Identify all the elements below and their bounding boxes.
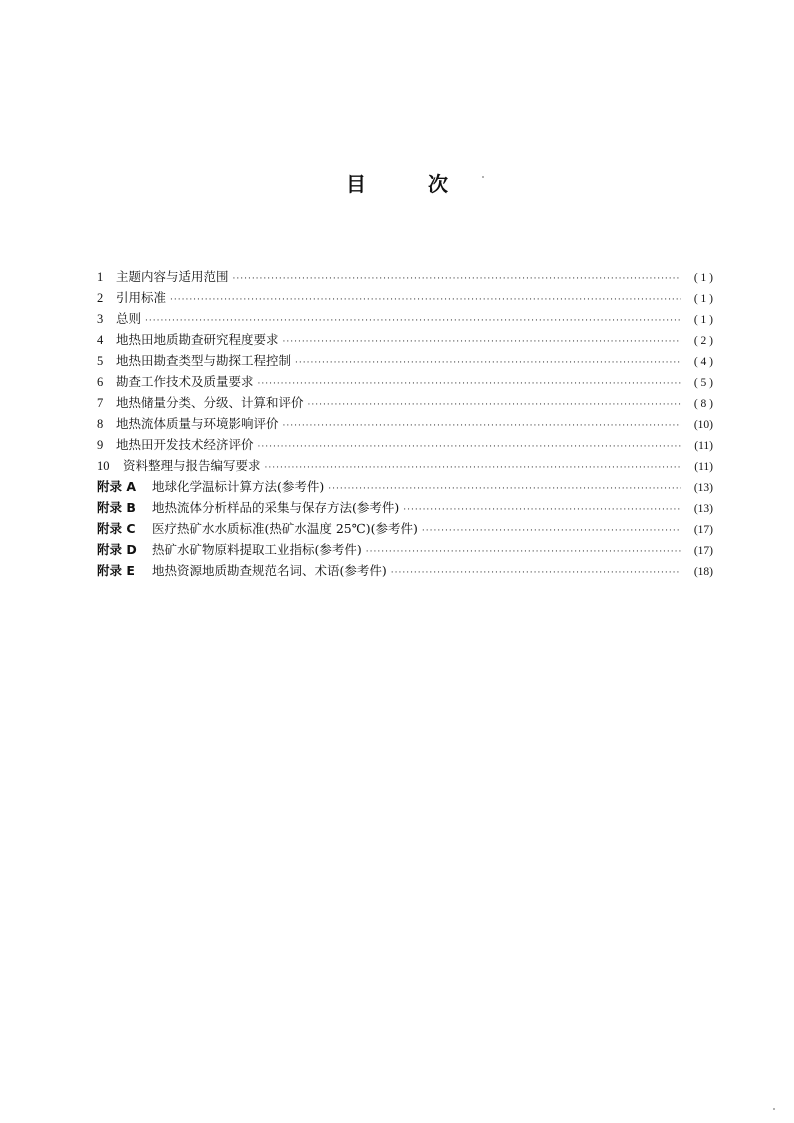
toc-entry-7[interactable] (97, 392, 713, 413)
toc-entry-9[interactable] (97, 434, 713, 455)
toc-page-number: (11) (694, 440, 713, 452)
toc-leader (422, 521, 681, 542)
toc-title: 地热流体分析样品的采集与保存方法(参考件) (152, 500, 400, 515)
toc-entry-2[interactable] (97, 287, 713, 308)
toc-entry-6[interactable] (97, 371, 713, 392)
toc-title: 医疗热矿水水质标准(热矿水温度 25℃)(参考件) (152, 521, 418, 536)
toc-page-number: ( 5 ) (693, 377, 713, 389)
toc-title: 地热田地质勘查研究程度要求 (116, 332, 279, 347)
toc-title: 地球化学温标计算方法(参考件) (152, 479, 325, 494)
toc-leader (265, 458, 681, 479)
toc-number: 5 (97, 354, 104, 368)
toc-leader (283, 332, 681, 353)
title-char-1: 目 (346, 172, 366, 196)
toc-entry-8[interactable] (97, 413, 713, 434)
toc-leader (258, 437, 681, 458)
toc-title: 资料整理与报告编写要求 (123, 458, 261, 473)
toc-page-number: ( 4 ) (693, 356, 713, 368)
scan-speck (482, 176, 484, 178)
toc-entry-4[interactable] (97, 329, 713, 350)
toc-page-number: (13) (693, 482, 713, 494)
toc-page-number: ( 8 ) (693, 398, 713, 410)
toc-page-number: (18) (693, 566, 713, 578)
toc-leader (258, 374, 681, 395)
toc-title: 地热田开发技术经济评价 (116, 437, 254, 452)
scan-speck (773, 1108, 775, 1110)
toc-title: 引用标准 (116, 290, 167, 305)
title-char-2: 次 (428, 172, 448, 196)
toc-page-number: ( 1 ) (693, 314, 713, 326)
toc-leader (170, 290, 681, 311)
toc-page-number: ( 1 ) (693, 272, 713, 284)
toc-number: 附录 C (97, 521, 136, 536)
toc-title: 地热流体质量与环境影响评价 (116, 416, 279, 431)
toc-number: 2 (97, 291, 104, 305)
toc-number: 7 (97, 396, 104, 410)
toc-number: 附录 E (97, 563, 135, 578)
toc-entry-appendix-c[interactable] (97, 518, 713, 539)
toc-page-number: (11) (694, 461, 713, 473)
toc-page-number: ( 1 ) (693, 293, 713, 305)
toc-number: 9 (97, 438, 104, 452)
toc-leader (366, 542, 681, 563)
toc-number: 附录 B (97, 500, 136, 515)
toc-number: 1 (97, 270, 104, 284)
toc-entry-1[interactable] (97, 266, 713, 287)
toc-leader (295, 353, 681, 374)
toc-leader (403, 500, 681, 521)
toc-number: 4 (97, 333, 104, 347)
toc-number: 6 (97, 375, 104, 389)
toc-entry-5[interactable] (97, 350, 713, 371)
toc-leader (283, 416, 681, 437)
toc-page-number: (17) (693, 545, 713, 557)
table-of-contents (97, 266, 713, 581)
page-title (0, 168, 794, 197)
toc-number: 8 (97, 417, 104, 431)
toc-entry-appendix-e[interactable] (97, 560, 713, 581)
toc-title: 热矿水矿物原料提取工业指标(参考件) (152, 542, 362, 557)
toc-title: 勘查工作技术及质量要求 (116, 374, 254, 389)
toc-title: 地热田勘查类型与勘探工程控制 (116, 353, 292, 368)
toc-title: 地热储量分类、分级、计算和评价 (116, 395, 304, 410)
toc-entry-10[interactable] (97, 455, 713, 476)
toc-entry-3[interactable] (97, 308, 713, 329)
toc-leader (308, 395, 681, 416)
toc-page-number: (17) (693, 524, 713, 536)
toc-page-number: (10) (693, 419, 713, 431)
toc-leader (391, 563, 681, 584)
toc-title: 地热资源地质勘查规范名词、术语(参考件) (152, 563, 387, 578)
toc-number: 3 (97, 312, 104, 326)
toc-number: 10 (97, 459, 110, 473)
toc-title: 总则 (116, 311, 142, 326)
toc-number: 附录 A (97, 479, 137, 494)
toc-entry-appendix-b[interactable] (97, 497, 713, 518)
toc-page-number: ( 2 ) (693, 335, 713, 347)
toc-number: 附录 D (97, 542, 137, 557)
toc-entry-appendix-d[interactable] (97, 539, 713, 560)
toc-title: 主题内容与适用范围 (116, 269, 229, 284)
toc-leader (233, 269, 681, 290)
toc-entry-appendix-a[interactable] (97, 476, 713, 497)
toc-page-number: (13) (693, 503, 713, 515)
